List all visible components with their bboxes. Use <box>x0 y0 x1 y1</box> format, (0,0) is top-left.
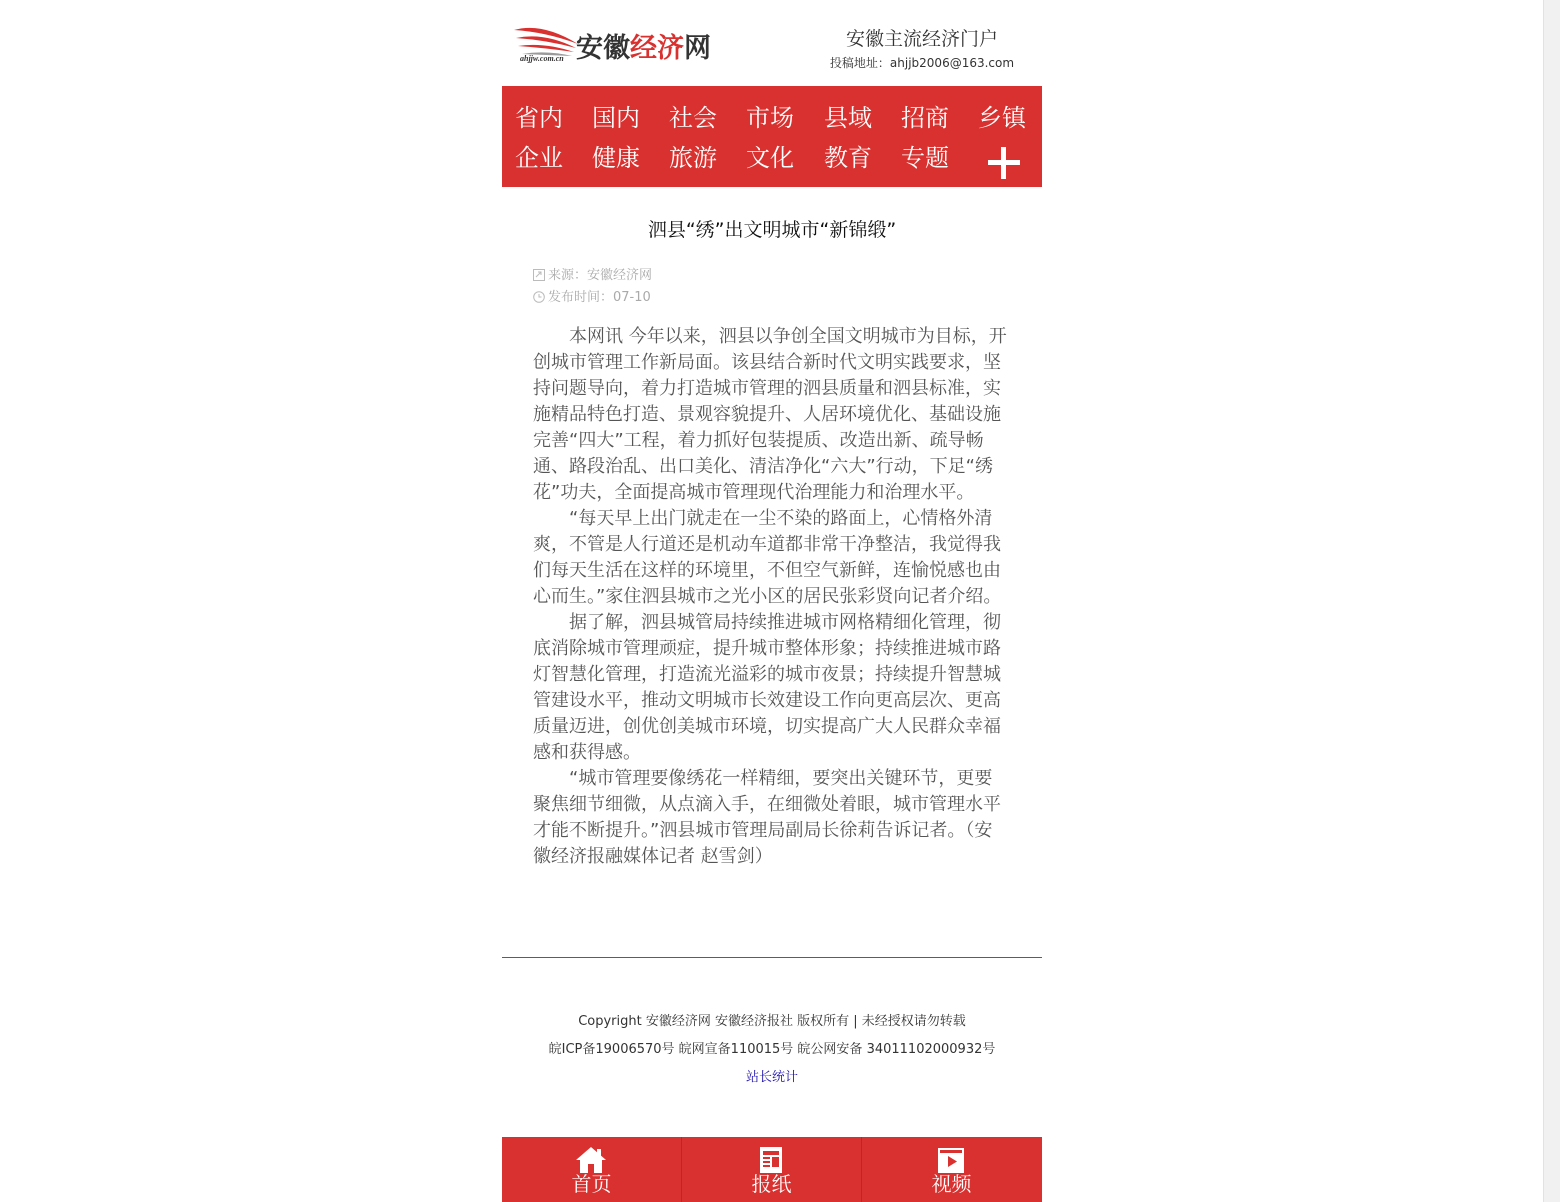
bottom-tab-bar <box>502 1137 1042 1202</box>
copyright-text: Copyright 安徽经济网 安徽经济报社 版权所有 | 未经授权请勿转载 <box>578 1014 966 1029</box>
article-paragraph: 据了解，泗县城管局持续推进城市网格精细化管理，彻底消除城市管理顽症，提升城市整体形象；持续推进城市路灯智慧化管理，打造流光溢彩的城市夜景；持续提升智慧城管建设水平，推动文明城市长效建设工作向更高层次、更高质量迈进，创优创美城市环境，切实提高广大人民群众幸福感和获得感。 <box>533 612 1001 763</box>
plus-icon[interactable] <box>967 138 1037 178</box>
article-time-text: 发布时间：07-10 <box>548 290 651 305</box>
nav-item[interactable]: 社会 <box>669 104 717 132</box>
nav-item[interactable]: 乡镇 <box>978 104 1026 132</box>
site-footer <box>502 1010 1042 1094</box>
submission-address: 投稿地址：ahjjb2006@163.com <box>829 56 1015 70</box>
nav-item[interactable]: 健康 <box>592 144 640 172</box>
nav-item[interactable]: 国内 <box>592 104 640 132</box>
article-body <box>533 324 1009 870</box>
article-title: 泗县“绣”出文明城市“新锦缎” <box>647 219 897 241</box>
tab-newspaper[interactable] <box>682 1137 861 1202</box>
page-scrollbar[interactable] <box>1543 0 1560 1202</box>
nav-row-1 <box>502 98 1042 138</box>
logo-domain: ahjjw.com.cn <box>520 54 564 63</box>
nav-item[interactable]: 文化 <box>746 144 794 172</box>
icp-text: 皖ICP备19006570号 皖网宣备110015号 皖公网安备 34011102000932号 <box>548 1042 996 1057</box>
mobile-page <box>502 0 1042 1202</box>
site-logo[interactable] <box>512 20 732 66</box>
nav-item[interactable]: 旅游 <box>669 144 717 172</box>
article-source <box>533 264 652 283</box>
nav-item[interactable]: 教育 <box>824 144 872 172</box>
clock-icon <box>533 291 545 303</box>
nav-item[interactable]: 县域 <box>824 104 872 132</box>
nav-row-2 <box>502 138 1042 178</box>
tab-newspaper-label: 报纸 <box>751 1172 792 1196</box>
article-paragraph: 本网讯 今年以来，泗县以争创全国文明城市为目标，开创城市管理工作新局面。该县结合新时代文明实践要求，坚持问题导向，着力打造城市管理的泗县质量和泗县标准，实施精品特色打造、景观容貌提升、人居环境优化、基础设施完善“四大”工程，着力抓好包装提质、改造出新、疏导畅通、路段治乱、出口美化、清洁净化“六大”行动，下足“绣花”功夫，全面提高城市管理现代治理能力和治理水平。 <box>533 326 1007 503</box>
tab-video[interactable] <box>862 1137 1041 1202</box>
article-paragraph: “每天早上出门就走在一尘不染的路面上，心情格外清爽，不管是人行道还是机动车道都非常干净整洁，我觉得我们每天生活在这样的环境里，不但空气新鲜，连愉悦感也由心而生。”家住泗县城市之光小区的居民张彩贤向记者介绍。 <box>533 508 1002 607</box>
article-paragraph: “城市管理要像绣花一样精细，要突出关键环节，更要聚焦细节细微，从点滴入手，在细微处着眼，城市管理水平才能不断提升。”泗县城市管理局副局长徐莉告诉记者。（安徽经济报融媒体记者 赵雪剑） <box>533 768 1001 867</box>
logo-wordmark: 安徽经济网 <box>576 33 711 64</box>
site-header <box>502 0 1042 86</box>
tab-home-label: 首页 <box>571 1172 612 1196</box>
footer-divider <box>502 957 1042 958</box>
nav-item[interactable]: 专题 <box>901 144 949 172</box>
tab-video-label: 视频 <box>931 1172 972 1196</box>
category-nav <box>502 86 1042 187</box>
nav-item[interactable]: 企业 <box>515 144 563 172</box>
stats-link[interactable]: 站长统计 <box>745 1070 798 1085</box>
nav-item[interactable]: 招商 <box>901 104 949 132</box>
tab-home[interactable] <box>502 1137 681 1202</box>
nav-item[interactable]: 市场 <box>746 104 794 132</box>
nav-item[interactable]: 省内 <box>515 104 563 132</box>
source-icon <box>533 269 545 281</box>
site-slogan: 安徽主流经济门户 <box>845 28 998 50</box>
article-time <box>533 286 651 305</box>
article-source-text: 来源：安徽经济网 <box>548 268 653 283</box>
